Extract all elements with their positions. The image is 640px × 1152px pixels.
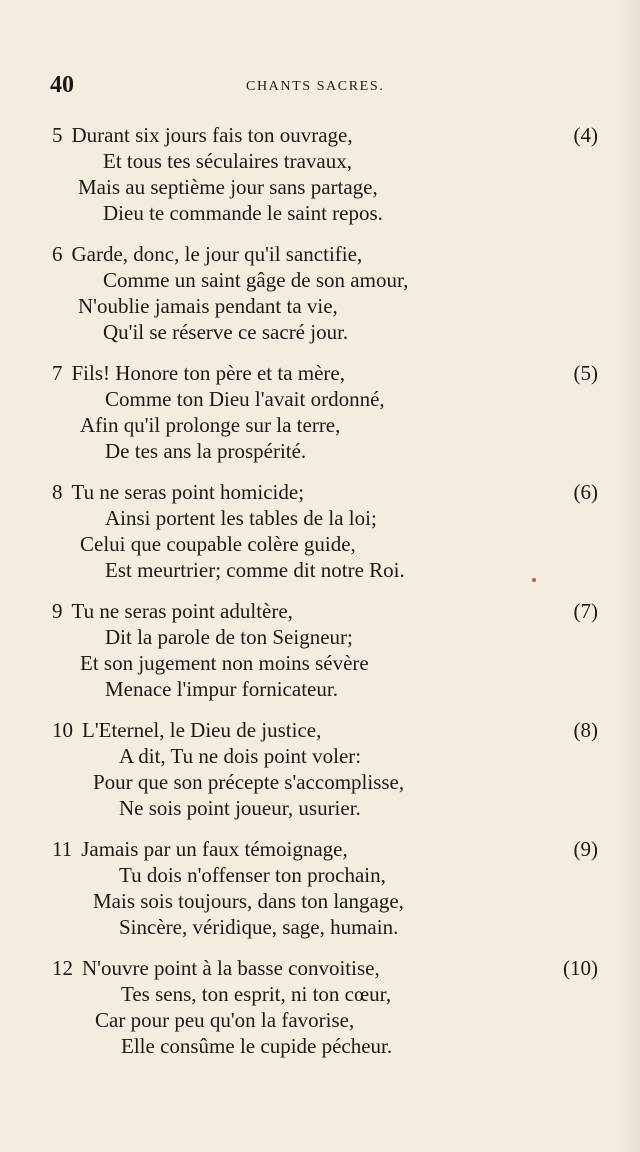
stanza-line: Afin qu'il prolonge sur la terre, xyxy=(80,413,341,437)
stanza-line-text: Fils! Honore ton père et ta mère, xyxy=(71,361,345,385)
note-reference: (7) xyxy=(573,599,598,623)
stanza-line: Ainsi portent les tables de la loi; xyxy=(105,506,377,530)
stanza-line xyxy=(52,956,380,981)
stanza-9 xyxy=(0,594,640,701)
stanza-line xyxy=(52,480,304,505)
stanza-6 xyxy=(0,237,640,344)
stanza-line-text: N'ouvre point à la basse convoitise, xyxy=(82,956,380,980)
stanza-line: Elle consûme le cupide pécheur. xyxy=(121,1034,393,1058)
stanza-number: 10 xyxy=(52,718,73,742)
stanza-line: Tes sens, ton esprit, ni ton cœur, xyxy=(121,982,392,1006)
stanza-line: Comme un saint gâge de son amour, xyxy=(103,268,409,292)
note-reference: (10) xyxy=(563,956,598,980)
stanza-10 xyxy=(0,713,640,820)
stanza-number: 6 xyxy=(52,242,63,266)
note-reference: (4) xyxy=(573,123,598,147)
stanza-list xyxy=(0,118,640,1070)
stanza-line xyxy=(52,718,321,743)
stanza-line xyxy=(52,837,348,862)
note-reference: (9) xyxy=(573,837,598,861)
stanza-line xyxy=(52,123,353,148)
running-head: CHANTS SACRES. xyxy=(246,79,385,94)
stanza-line: Dit la parole de ton Seigneur; xyxy=(105,625,353,649)
stanza-line: Comme ton Dieu l'avait ordonné, xyxy=(105,387,385,411)
stanza-line: Tu dois n'offenser ton prochain, xyxy=(119,863,386,887)
stanza-line: Celui que coupable colère guide, xyxy=(80,532,356,556)
stanza-line: Et tous tes séculaires travaux, xyxy=(103,149,353,173)
ink-speck xyxy=(532,578,536,582)
stanza-line-text: Tu ne seras point adultère, xyxy=(71,599,293,623)
stanza-5 xyxy=(0,118,640,225)
stanza-line: Mais au septième jour sans partage, xyxy=(78,175,378,199)
stanza-line xyxy=(52,599,293,624)
stanza-number: 5 xyxy=(52,123,63,147)
page-number: 40 xyxy=(50,72,74,98)
stanza-line: Menace l'impur fornicateur. xyxy=(105,677,338,701)
stanza-line xyxy=(52,242,362,267)
stanza-number: 8 xyxy=(52,480,63,504)
stanza-number: 12 xyxy=(52,956,73,980)
stanza-line-text: Tu ne seras point homicide; xyxy=(71,480,305,504)
stanza-line: A dit, Tu ne dois point voler: xyxy=(119,744,362,768)
stanza-line-text: Garde, donc, le jour qu'il sanctifie, xyxy=(71,242,363,266)
stanza-12 xyxy=(0,951,640,1058)
stanza-line: Et son jugement non moins sévère xyxy=(80,651,369,675)
page-header xyxy=(50,72,610,102)
stanza-line: N'oublie jamais pendant ta vie, xyxy=(78,294,338,318)
stanza-line-text: Durant six jours fais ton ouvrage, xyxy=(71,123,353,147)
stanza-line xyxy=(52,361,345,386)
stanza-line: Dieu te commande le saint repos. xyxy=(103,201,383,225)
stanza-line: De tes ans la prospérité. xyxy=(105,439,307,463)
stanza-line-text: L'Eternel, le Dieu de justice, xyxy=(82,718,322,742)
note-reference: (5) xyxy=(573,361,598,385)
stanza-11 xyxy=(0,832,640,939)
stanza-line: Car pour peu qu'on la favorise, xyxy=(95,1008,355,1032)
stanza-number: 9 xyxy=(52,599,63,623)
stanza-line: Sincère, véridique, sage, humain. xyxy=(119,915,399,939)
stanza-line: Mais sois toujours, dans ton langage, xyxy=(93,889,404,913)
stanza-number: 7 xyxy=(52,361,63,385)
stanza-line-text: Jamais par un faux témoignage, xyxy=(81,837,348,861)
note-reference: (6) xyxy=(573,480,598,504)
note-reference: (8) xyxy=(573,718,598,742)
stanza-7 xyxy=(0,356,640,463)
stanza-line: Est meurtrier; comme dit notre Roi. xyxy=(105,558,405,582)
stanza-line: Qu'il se réserve ce sacré jour. xyxy=(103,320,349,344)
stanza-8 xyxy=(0,475,640,582)
stanza-line: Ne sois point joueur, usurier. xyxy=(119,796,361,820)
stanza-number: 11 xyxy=(52,837,73,861)
stanza-line: Pour que son précepte s'accomplisse, xyxy=(93,770,405,794)
